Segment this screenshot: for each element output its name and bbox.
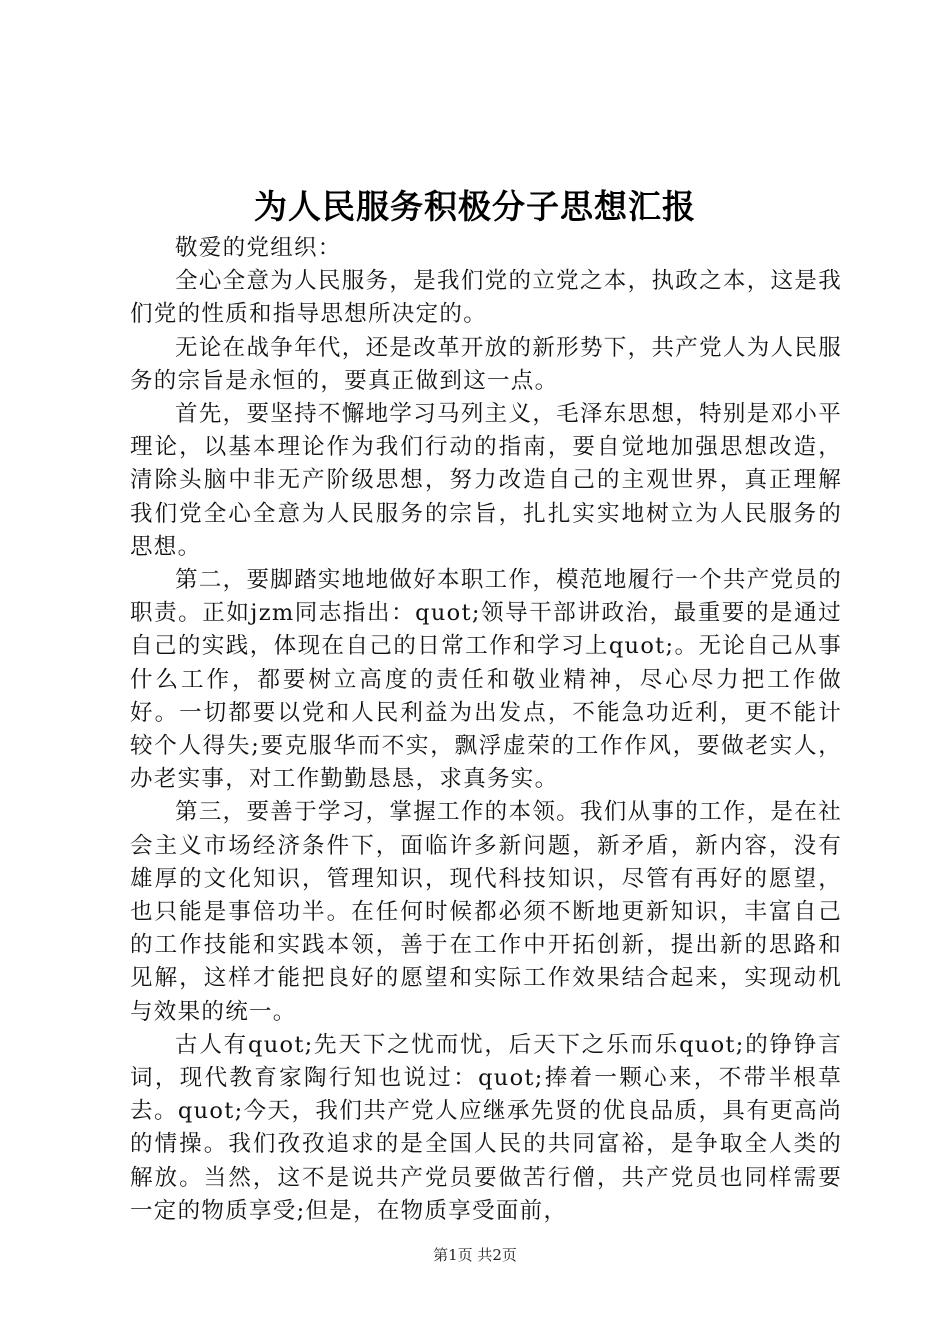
page-footer: 第1页 共2页 bbox=[433, 1246, 517, 1264]
document-body bbox=[130, 232, 842, 1228]
paragraph: 首先，要坚持不懈地学习马列主义，毛泽东思想，特别是邓小平理论，以基本理论作为我们行动的指南，要自觉地加强思想改造，清除头脑中非无产阶级思想，努力改造自己的主观世界，真正理解我们党全心全意为人民服务的宗旨，扎扎实实地树立为人民服务的思想。 bbox=[130, 401, 842, 560]
paragraph: 无论在战争年代，还是改革开放的新形势下，共产党人为人民服务的宗旨是永恒的，要真正做到这一点。 bbox=[130, 334, 842, 394]
paragraph: 第二，要脚踏实地地做好本职工作，模范地履行一个共产党员的职责。正如jzm同志指出：quot;领导干部讲政治，最重要的是通过自己的实践，体现在自己的日常工作和学习上quot;。无论自己从事什么工作，都要树立高度的责任和敬业精神，尽心尽力把工作做好。一切都要以党和人民利益为出发点，不能急功近利，更不能计较个人得失;要克服华而不实，飘浮虚荣的工作作风，要做老实人，办老实事，对工作勤勤恳恳，求真务实。 bbox=[130, 567, 842, 793]
salutation: 敬爱的党组织： bbox=[175, 235, 342, 261]
paragraph: 第三，要善于学习，掌握工作的本领。我们从事的工作，是在社会主义市场经济条件下，面临许多新问题，新矛盾，新内容，没有雄厚的文化知识，管理知识，现代科技知识，尽管有再好的愿望，也只能是事倍功半。在任何时候都必须不断地更新知识，丰富自己的工作技能和实践本领，善于在工作中开拓创新，提出新的思路和见解，这样才能把良好的愿望和实际工作效果结合起来，实现动机与效果的统一。 bbox=[130, 799, 842, 1025]
paragraph: 古人有quot;先天下之忧而忧，后天下之乐而乐quot;的铮铮言词，现代教育家陶行知也说过：quot;捧着一颗心来，不带半根草去。quot;今天，我们共产党人应继承先贤的优良品质，具有更高尚的情操。我们孜孜追求的是全国人民的共同富裕，是争取全人类的解放。当然，这不是说共产党员要做苦行僧，共产党员也同样需要一定的物质享受;但是，在物质享受面前， bbox=[130, 1031, 842, 1224]
paragraph: 全心全意为人民服务，是我们党的立党之本，执政之本，这是我们党的性质和指导思想所决定的。 bbox=[130, 268, 842, 328]
document-title: 为人民服务积极分子思想汇报 bbox=[254, 187, 696, 226]
